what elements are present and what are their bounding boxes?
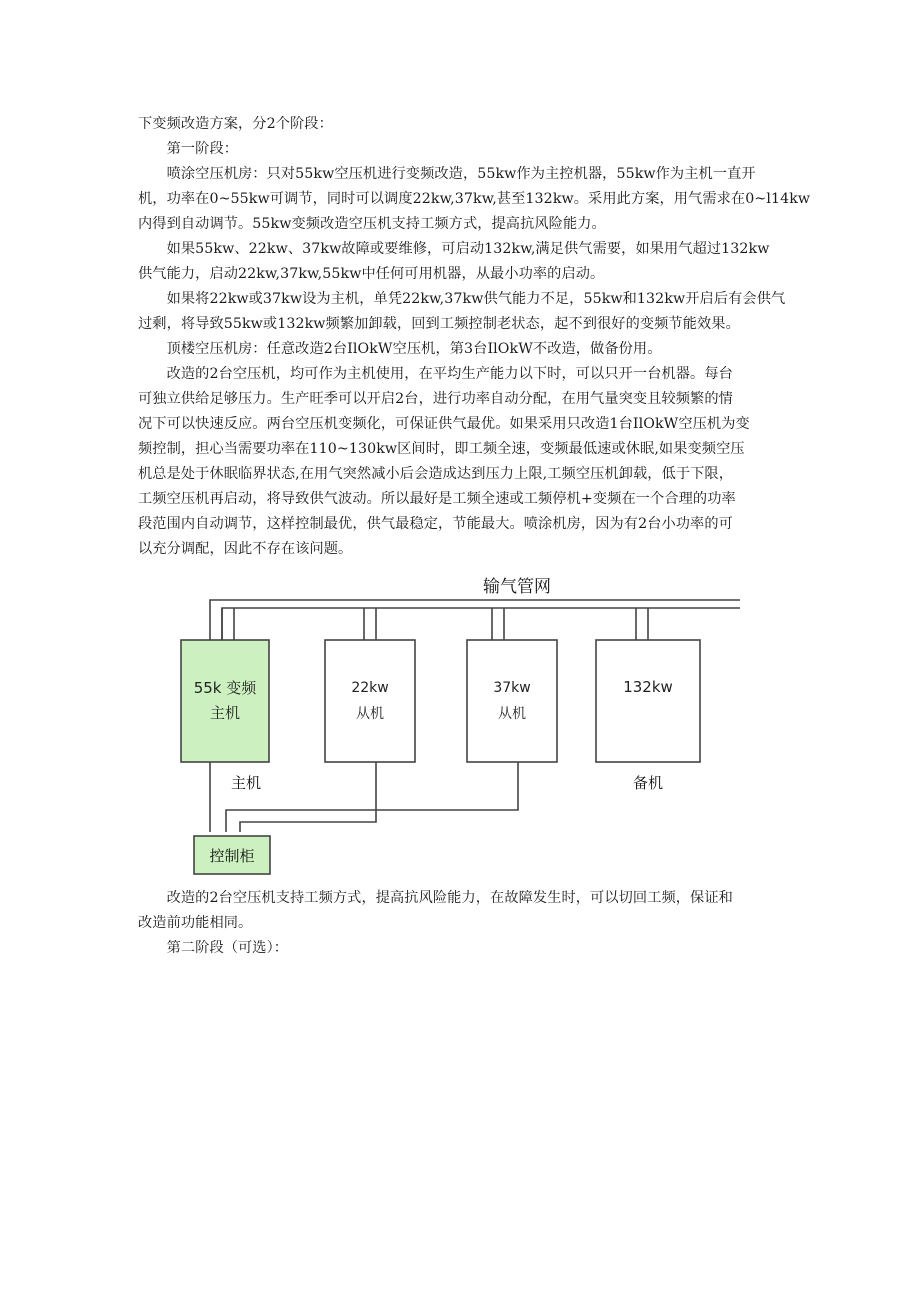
spray-room-paragraph: 喷涂空压机房：只对55kw空压机进行变频改造，55kw作为主控机器，55kw作为主机一直开 机，功率在0~55kw可调节，同时可以调度22kw,37kw,甚至132kw。采用此方案，用气需求在0~l14kw 内得到自动调节。55kw变频改造空压机支持工频方式，提高抗风险能力。 [138,166,811,232]
intro-paragraph: 下变频改造方案，分2个阶段： [138,116,333,132]
master-label: 主机 [230,774,262,792]
fault-paragraph: 如果55kw、22kw、37kw故障或要维修，可启动132kw,满足供气需要，如果用气超过132kw 供气能力，启动22kw,37kw,55kw中任何可用机器，从最小功率的启动。 [138,241,770,282]
two-units-paragraph: 改造的2台空压机，均可作为主机使用，在平均生产能力以下时，可以只开一台机器。每台 可独立供给足够压力。生产旺季可以开启2台，进行功率自动分配，在用气量突变且较频繁的情 况下可以快速反应。两台空压机变频化，可保证供气最优。如果采用只改造1台IlOkW空压机为变 频控制，担心当需要功率在110~130kw区间时，即工频全速，变频最低速或休眠,如果变频空压 机总是处于休眠临界状态,在用气突然减小后会造成达到压力上限,工频空压机卸载，低于下限， 工频空压机再启动，将导致供气波动。所以最好是工频全速或工频停机+变频在一个合理的功率 段范围内自动调节，这样控制最优，供气最稳定，节能最大。喷涂机房，因为有2台小功率的可 以充分调配，因此不存在该问题。 [138,366,750,557]
compressor-diagram [0,560,920,890]
master-choice-paragraph: 如果将22kw或37kw设为主机，单凭22kw,37kw供气能力不足，55kw和132kw开启后有会供气 过剩，将导致55kw或132kw频繁加卸载，回到工频控制老状态，起不到很好的变频节能效果。 [138,291,786,332]
master-compressor-box [181,640,269,762]
backup-132kw-box [596,640,700,762]
box-37-line1: 37kw [493,680,531,696]
frequency-mode-paragraph: 改造的2台空压机支持工频方式，提高抗风险能力，在故障发生时，可以切回工频，保证和 改造前功能相同。 [138,890,733,931]
master-box-line1: 55k 变频 [193,679,257,697]
stage-two-heading: 第二阶段（可选）： [138,940,289,956]
slave-37kw-box [467,640,557,762]
box-22-line2: 从机 [356,706,384,722]
box-132-line1: 132kw [623,678,673,696]
roof-room-paragraph: 顶楼空压机房：任意改造2台IlOkW空压机，第3台IlOkW不改造，做备份用。 [138,341,662,357]
control-cabinet-label: 控制柜 [209,847,255,865]
network-label: 输气管网 [483,577,551,597]
backup-label: 备机 [632,774,664,792]
slave-22kw-box [325,640,415,762]
stage-one-heading: 第一阶段： [138,141,239,157]
box-37-line2: 从机 [498,706,526,722]
master-box-line2: 主机 [209,704,241,722]
box-22-line1: 22kw [351,680,389,696]
